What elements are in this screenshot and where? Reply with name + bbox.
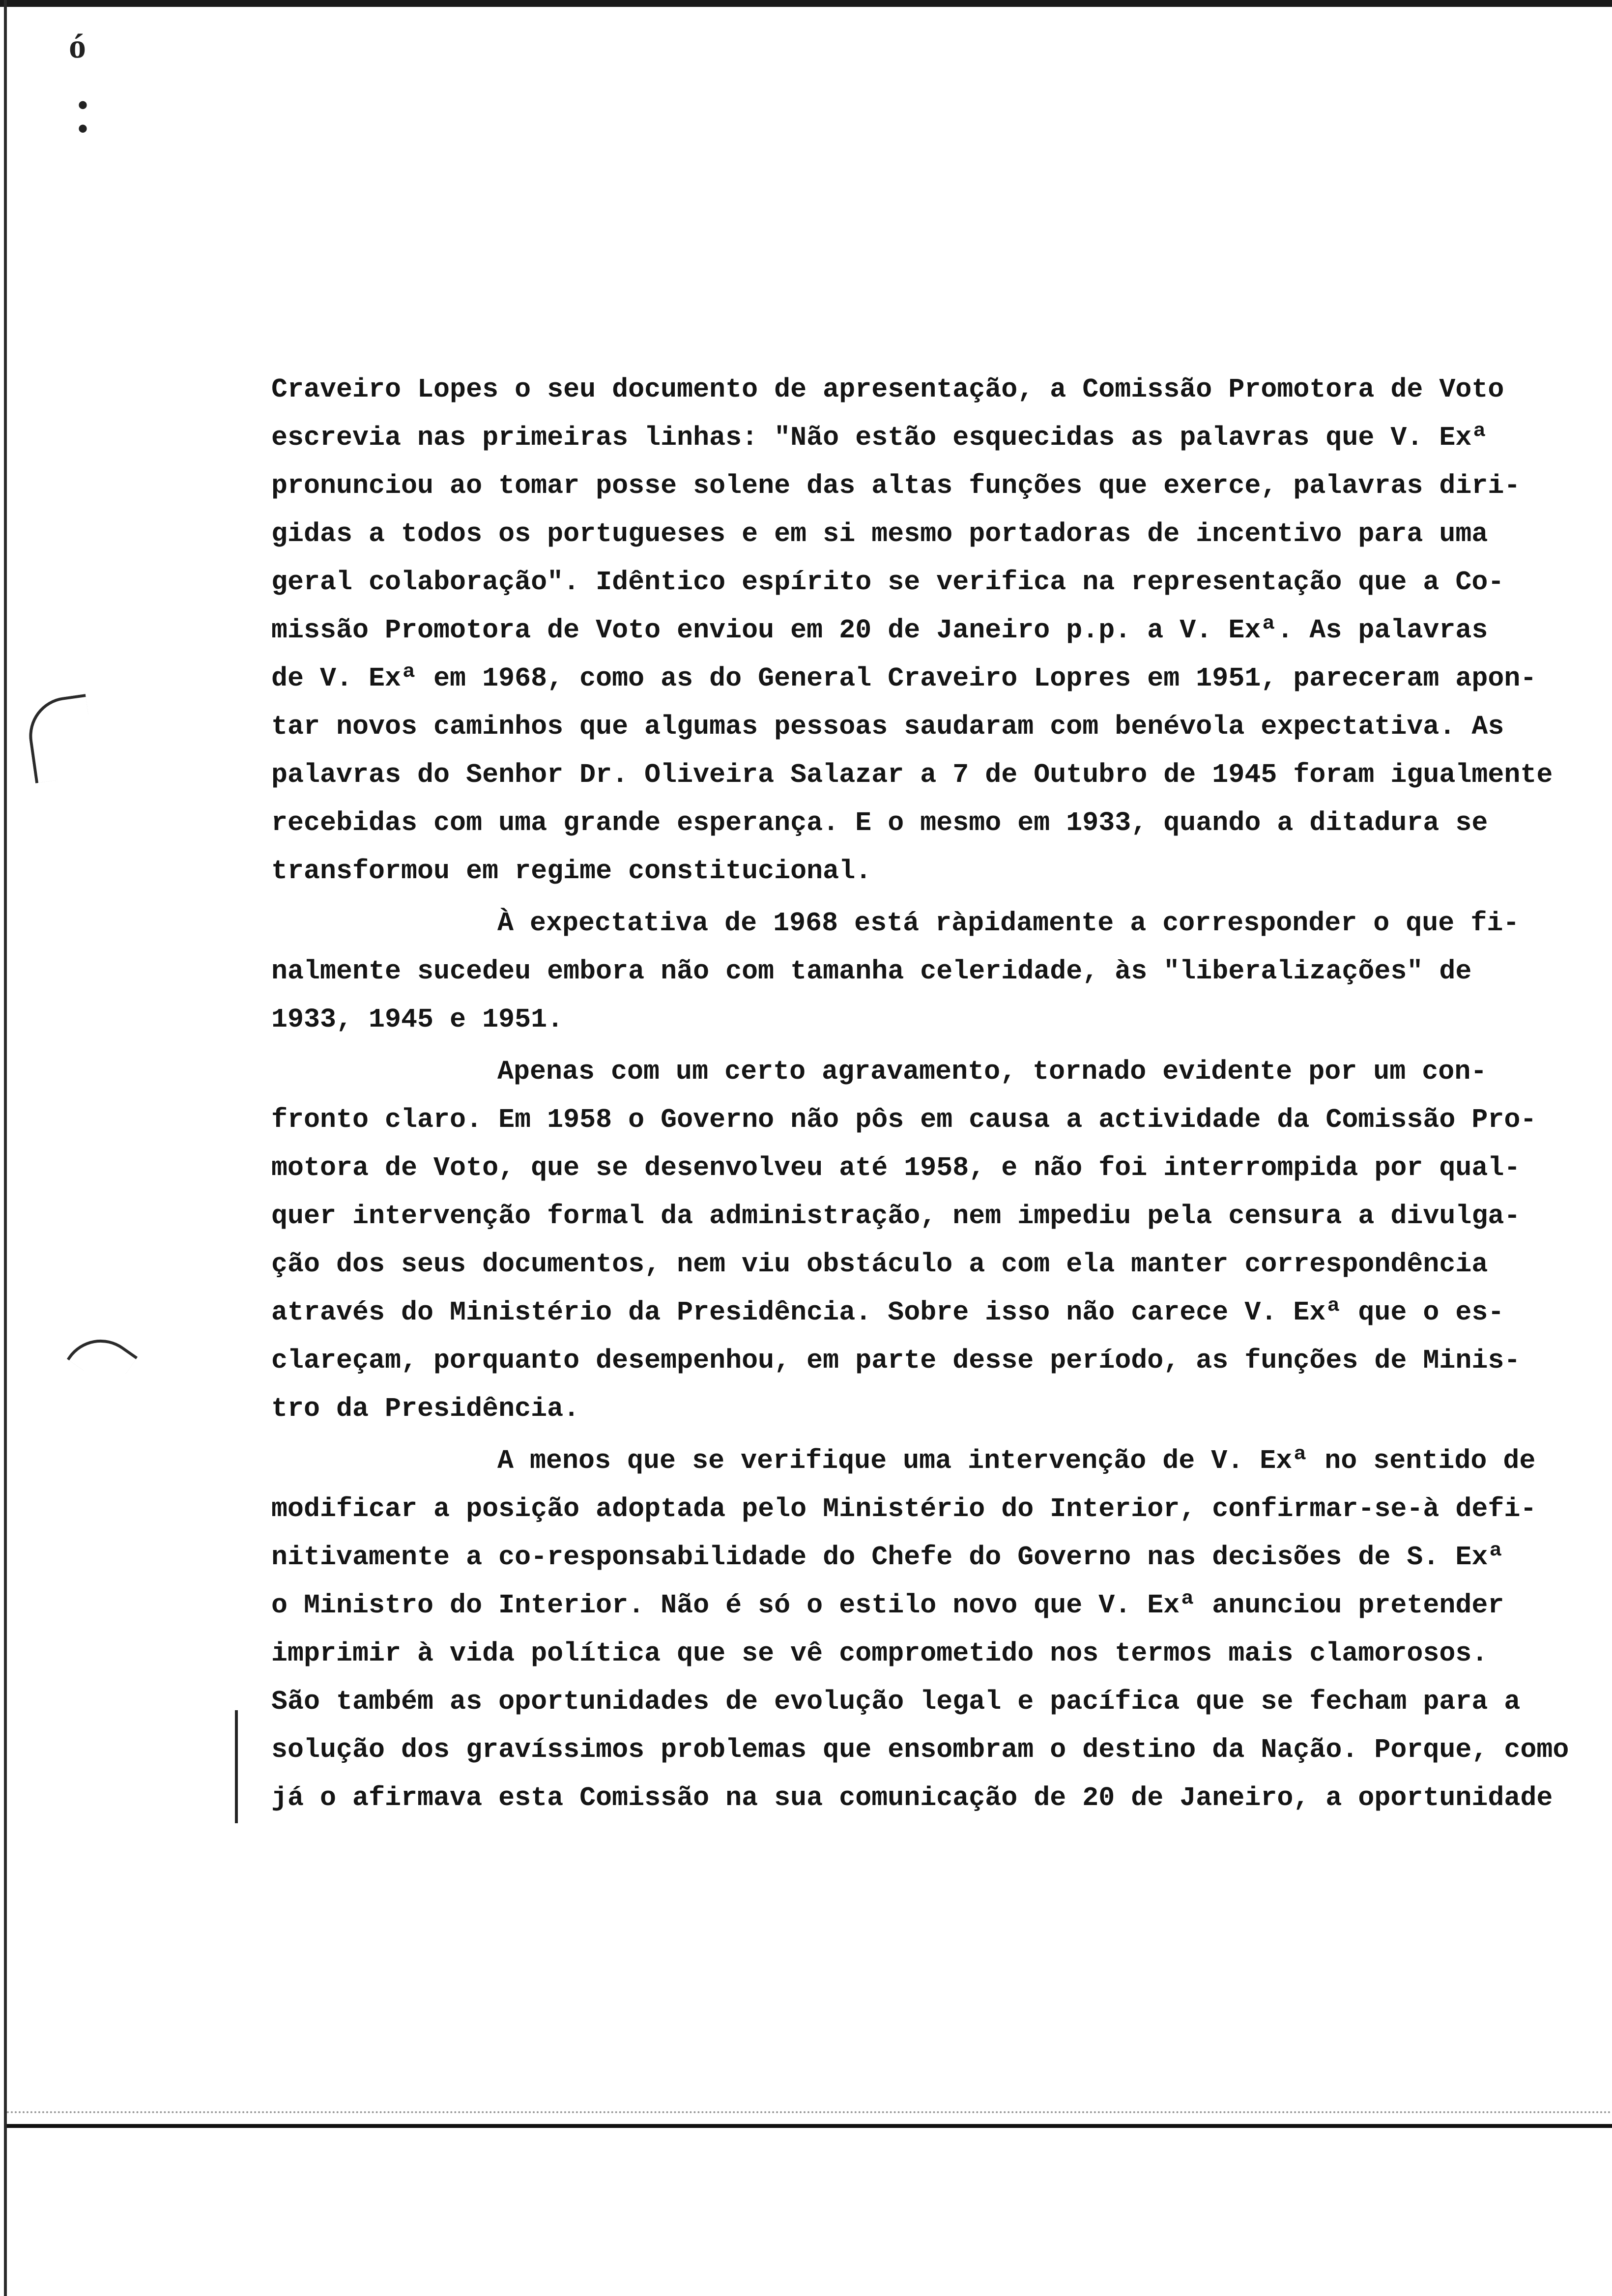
- text-line: À expectativa de 1968 está ràpidamente a corresponder o que fi-: [497, 908, 1520, 939]
- text-line: missão Promotora de Voto enviou em 20 de Janeiro p.p. a V. Exª. As palavras: [271, 615, 1488, 646]
- text-line: pronunciou ao tomar posse solene das altas funções que exerce, palavras diri-: [271, 470, 1521, 501]
- margin-ink-mark: ó: [69, 28, 86, 65]
- margin-vertical-bar: [235, 1710, 238, 1823]
- text-line: recebidas com uma grande esperança. E o mesmo em 1933, quando a ditadura se: [271, 807, 1488, 838]
- margin-bracket-mark: [67, 1324, 138, 1392]
- text-line: imprimir à vida política que se vê comprometido nos termos mais clamorosos.: [271, 1638, 1488, 1669]
- text-line: São também as oportunidades de evolução legal e pacífica que se fecham para a: [271, 1686, 1521, 1717]
- text-line: ção dos seus documentos, nem viu obstáculo a com ela manter correspondência: [271, 1249, 1488, 1280]
- text-line: Apenas com um certo agravamento, tornado evidente por um con-: [497, 1056, 1487, 1087]
- text-line: nalmente sucedeu embora não com tamanha celeridade, às "liberalizações" de: [271, 956, 1472, 987]
- text-line: tar novos caminhos que algumas pessoas saudaram com benévola expectativa. As: [271, 711, 1504, 742]
- text-line: escrevia nas primeiras linhas: "Não estão esquecidas as palavras que V. Exª: [271, 422, 1488, 453]
- text-line: o Ministro do Interior. Não é só o estilo novo que V. Exª anunciou pretender: [271, 1590, 1504, 1621]
- text-line: transformou em regime constitucional.: [271, 856, 872, 887]
- text-line: clareçam, porquanto desempenhou, em parte desse período, as funções de Minis-: [271, 1345, 1521, 1376]
- text-line: Craveiro Lopes o seu documento de apresentação, a Comissão Promotora de Voto: [271, 374, 1504, 405]
- scan-top-border: [0, 0, 1612, 7]
- text-line: tro da Presidência.: [271, 1393, 580, 1424]
- letter-body: [271, 366, 1579, 1822]
- paragraph-1: [271, 366, 1579, 895]
- text-line: solução dos gravíssimos problemas que ensombram o destino da Nação. Porque, como: [271, 1734, 1569, 1765]
- page-bottom-rule: [7, 2124, 1612, 2128]
- text-line: modificar a posição adoptada pelo Ministério do Interior, confirmar-se-à defi-: [271, 1493, 1537, 1524]
- margin-dot-marks: • •: [78, 89, 88, 145]
- text-line: motora de Voto, que se desenvolveu até 1958, e não foi interrompida por qual-: [271, 1152, 1521, 1183]
- paragraph-2: [271, 899, 1579, 1044]
- text-line: já o afirmava esta Comissão na sua comunicação de 20 de Janeiro, a oportunidade: [271, 1782, 1553, 1813]
- text-line: quer intervenção formal da administração, nem impediu pela censura a divulga-: [271, 1201, 1521, 1232]
- scan-left-border: [4, 0, 7, 2296]
- text-line: através do Ministério da Presidência. Sobre isso não carece V. Exª que o es-: [271, 1297, 1504, 1328]
- paragraph-4: [271, 1437, 1579, 1822]
- paragraph-3: [271, 1048, 1579, 1433]
- text-line: palavras do Senhor Dr. Oliveira Salazar a 7 de Outubro de 1945 foram igualmente: [271, 759, 1553, 790]
- text-line: A menos que se verifique uma intervenção de V. Exª no sentido de: [497, 1445, 1536, 1476]
- text-line: geral colaboração". Idêntico espírito se verifica na representação que a Co-: [271, 567, 1504, 598]
- margin-bracket-mark: [24, 694, 97, 783]
- text-line: nitivamente a co-responsabilidade do Chefe do Governo nas decisões de S. Exª: [271, 1542, 1504, 1573]
- text-line: de V. Exª em 1968, como as do General Craveiro Lopres em 1951, pareceram apon-: [271, 663, 1537, 694]
- text-line: gidas a todos os portugueses e em si mesmo portadoras de incentivo para uma: [271, 518, 1488, 549]
- text-line: 1933, 1945 e 1951.: [271, 1004, 564, 1035]
- text-line: fronto claro. Em 1958 o Governo não pôs em causa a actividade da Comissão Pro-: [271, 1104, 1537, 1135]
- dotted-rule: [7, 2111, 1612, 2113]
